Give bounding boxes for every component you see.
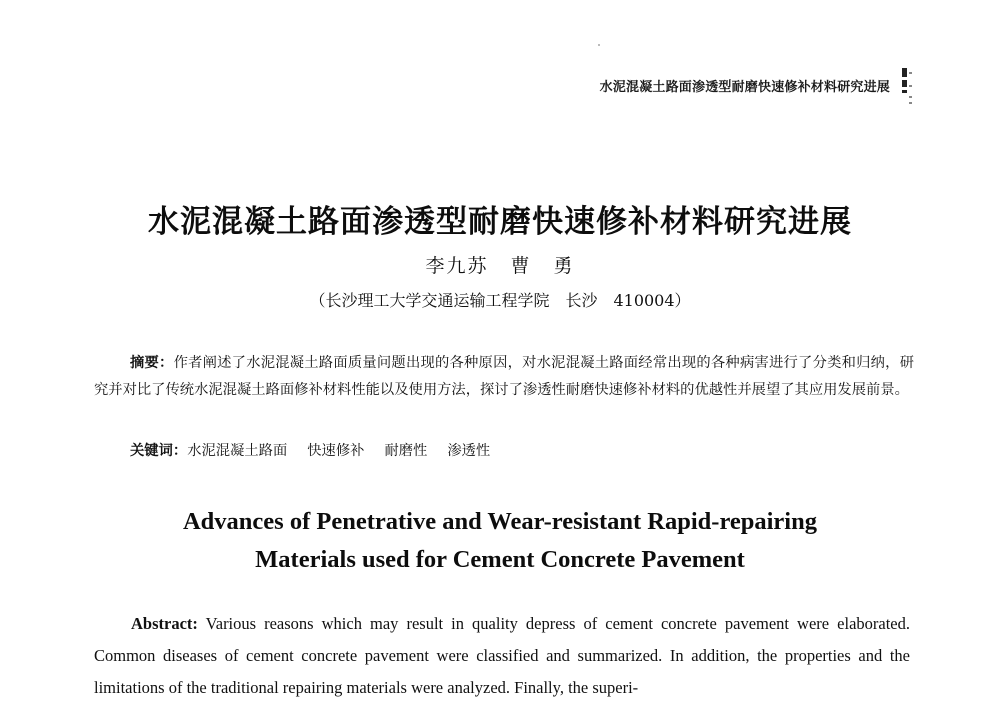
margin-mark-icon [900, 68, 914, 108]
keyword: 水泥混凝土路面 [187, 443, 288, 459]
affiliation: （长沙理工大学交通运输工程学院 长沙 410004） [309, 291, 691, 310]
abstract-en-text: Various reasons which may result in quality depress of cement concrete pavement were elaborated. Common diseases of cement concrete pavement were classified and summarized. In addition, the properties and the limitations of the traditional repairing materials were analyzed. Finally, the superi- [94, 614, 910, 697]
scan-speck [598, 44, 600, 46]
abstract-cn [94, 350, 914, 404]
keywords-cn [130, 440, 510, 460]
abstract-en [94, 608, 910, 704]
paper-title-en-line: Advances of Penetrative and Wear-resistant Rapid-repairing [182, 508, 817, 535]
author-name: 勇 [553, 255, 575, 277]
abstract-cn-label: 摘要： [130, 355, 174, 371]
author-list [0, 251, 1000, 278]
paper-title-en [0, 503, 1000, 579]
keyword: 快速修补 [307, 443, 365, 459]
keyword: 耐磨性 [384, 443, 428, 459]
author-name: 曹 [510, 255, 532, 277]
abstract-cn-text: 作者阐述了水泥混凝土路面质量问题出现的各种原因，对水泥混凝土路面经常出现的各种病害进行了分类和归纳，研究并对比了传统水泥混凝土路面修补材料性能以及使用方法，探讨了渗透性耐磨快速修补材料的优越性并展望了其应用发展前景。 [94, 355, 915, 398]
paper-title-cn: 水泥混凝土路面渗透型耐磨快速修补材料研究进展 [148, 204, 852, 240]
running-header: 水泥混凝土路面渗透型耐磨快速修补材料研究进展 [599, 80, 890, 95]
keyword: 渗透性 [447, 443, 491, 459]
author-name: 李九苏 [425, 255, 489, 277]
keywords-cn-label: 关键词： [130, 443, 188, 459]
paper-title-en-line: Materials used for Cement Concrete Pavement [255, 546, 745, 573]
abstract-en-label: Abstract: [131, 614, 198, 633]
